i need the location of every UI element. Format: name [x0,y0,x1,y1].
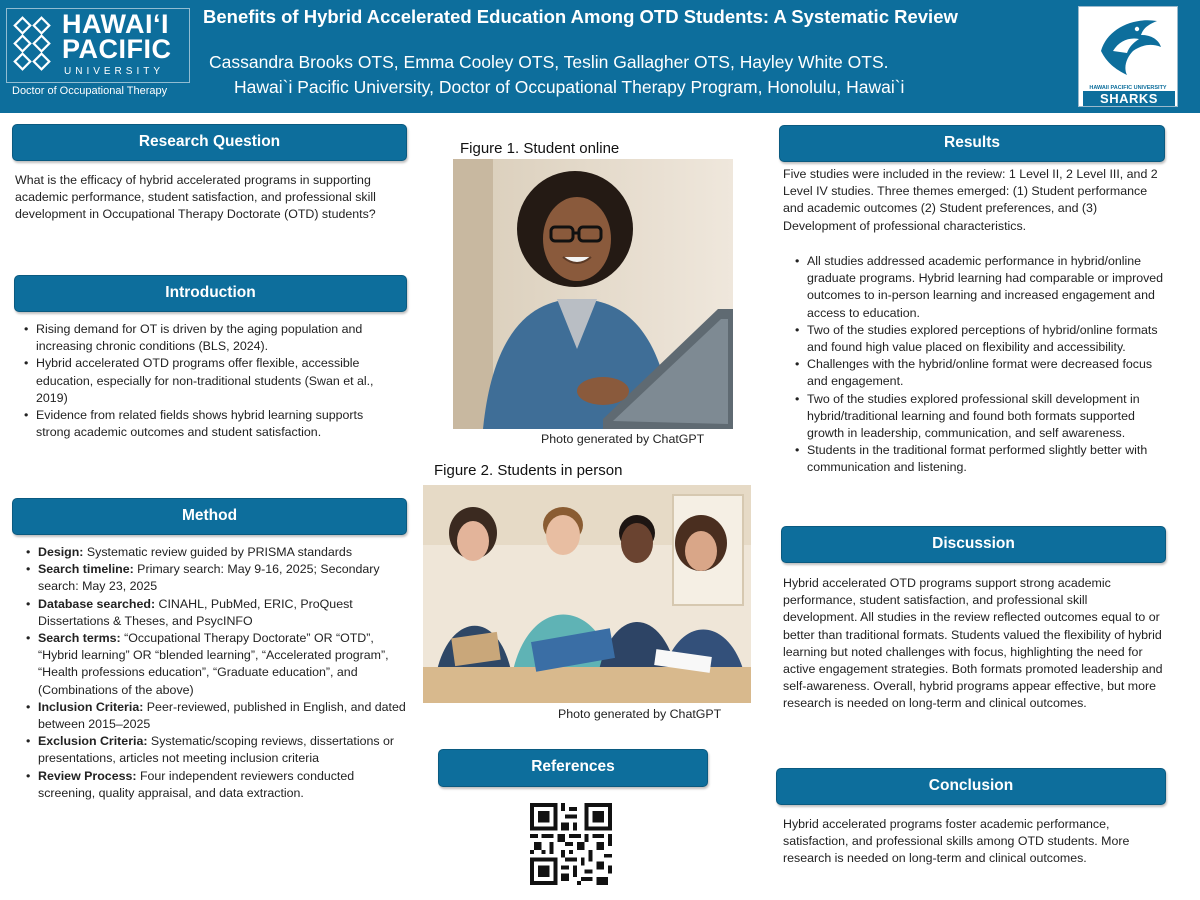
method-label-review: Review Process: [38,768,137,783]
list-item [16,544,412,561]
method-label-database: Database searched: [38,596,156,611]
conclusion-heading: Conclusion [776,768,1166,805]
method-heading: Method [12,498,407,535]
figure1-caption: Figure 1. Student online [460,140,620,157]
sharks-logo [1078,6,1178,107]
discussion-text: Hybrid accelerated OTD programs support strong academic performance, student satisfaction, and professional skill development. All studies in the review reflected outcomes equal to or better than traditional formats. Students valued the flexibility of hybrid learning but noted challenges with focus, highlighting the need for active engagement strategies. Both formats promoted leadership and self-awareness. Overall, hybrid programs appear effective, but more research is needed on long-term and clinical outcomes. [783,576,1163,711]
list-item: • Two of the studies explored professional skill development in hybrid/traditional learning and found both formats supported growth in leadership, communication, and self awareness. [785,391,1165,443]
list-item: • Rising demand for OT is driven by the aging population and increasing chronic conditions (BLS, 2024). [14,321,394,355]
results-list [785,253,1165,477]
method-label-timeline: Search timeline: [38,562,134,577]
method-text-design: Systematic review guided by PRISMA standards [83,545,353,559]
figure1-photo [453,159,733,429]
figure2-credit: Photo generated by ChatGPT [558,707,722,721]
logo-line-university: UNIVERSITY [64,66,165,77]
results-intro: Five studies were included in the review: 1 Level II, 2 Level III, and 2 Level IV studies. Three themes emerged: (1) Student performance and academic outcomes (2) Student preferences, and (3) Development of professional characteristics. [783,167,1158,233]
method-label-design: Design: [38,545,84,559]
discussion-heading: Discussion [781,526,1166,563]
list-item [16,596,412,630]
sharks-logo-wordmark: SHARKS [1083,91,1175,106]
logo-line-hawaii: HAWAIʻI [62,9,170,39]
list-item: • Students in the traditional format performed slightly better with communication and listening. [785,442,1165,476]
poster-header [0,0,1200,113]
figure1-credit: Photo generated by ChatGPT [541,432,705,446]
method-text-database: CINAHL, PubMed, ERIC, ProQuest Dissertations & Theses, and PsycINFO [38,596,353,628]
research-question-text: What is the efficacy of hybrid accelerated programs in supporting academic performance, student satisfaction, and professional skill development in Occupational Therapy Doctorate (OTD) students? [15,173,376,222]
shark-icon [1093,11,1165,81]
list-item [16,699,412,733]
list-item [16,768,412,802]
poster-affiliation: Hawai`i Pacific University, Doctor of Occupational Therapy Program, Honolulu, Hawai`i [234,77,905,97]
poster-authors: Cassandra Brooks OTS, Emma Cooley OTS, Teslin Gallagher OTS, Hayley White OTS. [209,52,889,72]
method-label-search-terms: Search terms: [38,631,121,646]
introduction-heading: Introduction [14,275,407,312]
results-heading: Results [779,125,1165,162]
list-item: • Evidence from related fields shows hybrid learning supports strong academic outcomes and student satisfaction. [14,407,394,441]
research-question-heading: Research Question [12,124,407,161]
logo-department: Doctor of Occupational Therapy [12,85,168,97]
method-text-search-terms: “Occupational Therapy Doctorate” OR “OTD”, “Hybrid learning” OR “blended learning”, “Accelerated program”, “Health professions education”, “Graduate education”, and (Combinations of the above) [38,631,389,697]
list-item: • All studies addressed academic performance in hybrid/online graduate programs. Hybrid learning had comparable or improved outcomes to in-person learning and increased engagement and access to education. [785,253,1165,322]
poster-title: Benefits of Hybrid Accelerated Education Among OTD Students: A Systematic Review [203,6,958,27]
list-item [16,561,412,595]
list-item [16,630,412,699]
hpu-logo [6,8,190,100]
method-label-exclusion: Exclusion Criteria: [38,734,148,749]
method-text-inclusion: Peer-reviewed, published in English, and dated between 2015–2025 [38,699,406,732]
list-item: • Hybrid accelerated OTD programs offer flexible, accessible education, especially for non-traditional students (Swan et al., 2019) [14,355,394,407]
references-heading: References [438,749,708,787]
qr-code[interactable] [529,803,613,885]
conclusion-text: Hybrid accelerated programs foster academic performance, satisfaction, and professional skills among OTD students. More research is needed on long-term and clinical outcomes. [783,817,1130,866]
method-label-inclusion: Inclusion Criteria: [38,699,144,714]
figure2-photo [423,485,751,703]
introduction-list [14,321,394,441]
figure2-caption: Figure 2. Students in person [434,462,623,479]
sharks-logo-university: HAWAII PACIFIC UNIVERSITY [1089,85,1167,91]
list-item [16,733,412,767]
list-item: • Two of the studies explored perceptions of hybrid/online formats and found high value placed on flexibility and accessibility. [785,322,1165,356]
logo-line-pacific: PACIFIC [62,34,172,64]
method-text-timeline: Primary search: May 9-16, 2025; Secondary search: May 23, 2025 [38,562,380,594]
method-text-review: Four independent reviewers conducted screening, quality appraisal, and data extraction. [38,768,355,800]
hpu-tile-pattern-icon [12,16,58,82]
method-text-exclusion: Systematic/scoping reviews, dissertations or presentations, articles not meeting inclusion criteria [38,734,395,766]
method-list [16,544,412,802]
list-item: • Challenges with the hybrid/online format were decreased focus and engagement. [785,356,1165,390]
